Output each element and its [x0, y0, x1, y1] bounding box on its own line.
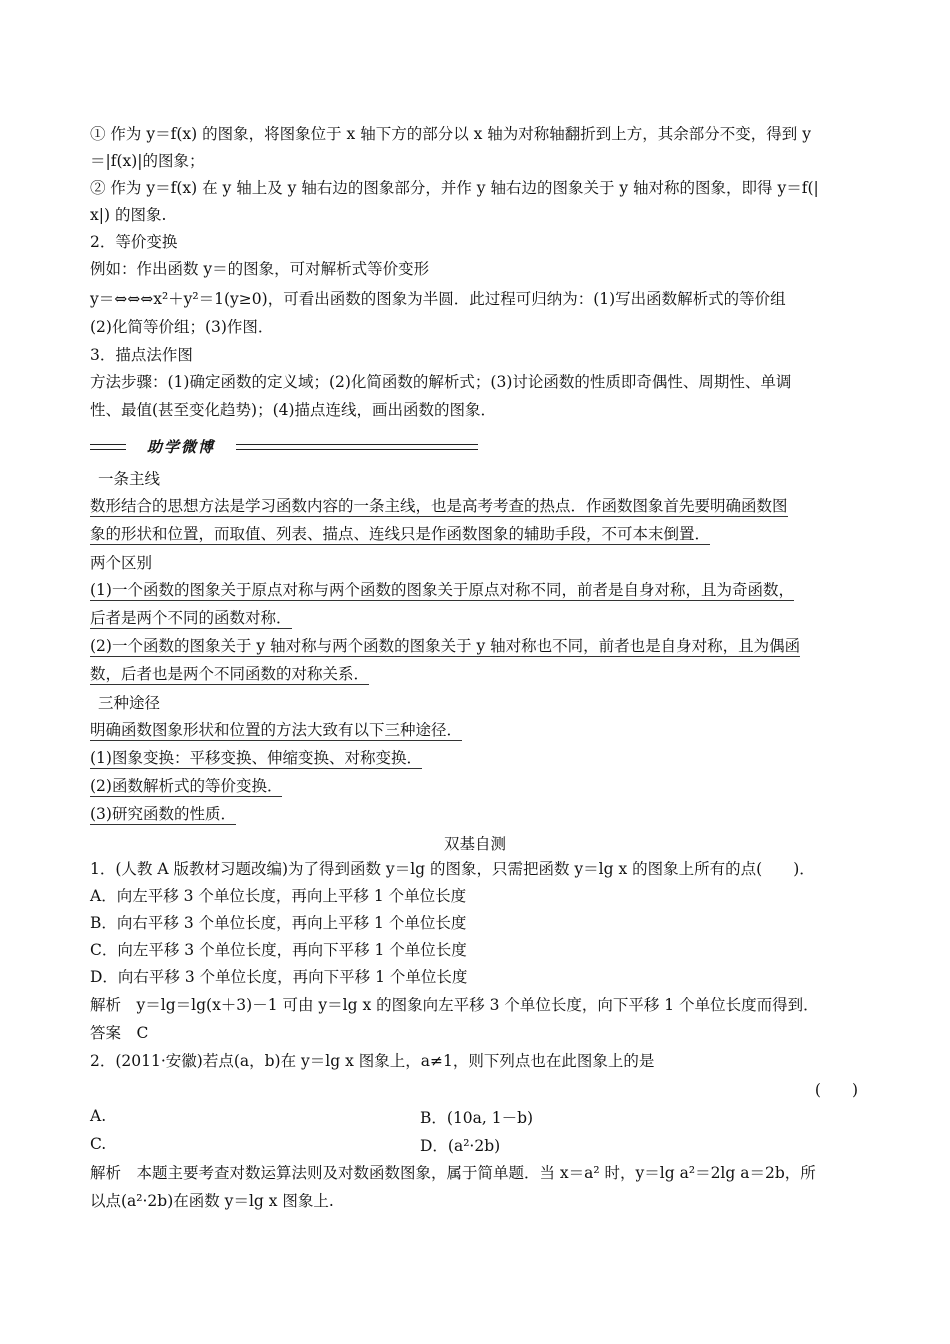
- underlined-text: (1)图象变换：平移变换、伸缩变换、对称变换．: [90, 749, 422, 767]
- section-heading: 2．等价变换: [90, 233, 178, 251]
- underlined-text: 后者是两个不同的函数对称．: [90, 609, 292, 627]
- text-line: 例如：作出函数 y＝的图象，可对解析式等价变形: [90, 260, 430, 278]
- answer-text: 答案 C: [90, 1024, 149, 1042]
- option-a: A．向左平移 3 个单位长度，再向上平移 1 个单位长度: [90, 887, 467, 905]
- answer-blank: ( ): [814, 1081, 858, 1099]
- solution-text: 解析 本题主要考查对数运算法则及对数函数图象，属于简单题．当 x＝a² 时，y＝lg a²＝2lg a＝2b，所: [90, 1164, 816, 1182]
- section-heading: 3．描点法作图: [90, 346, 193, 364]
- underlined-text: (3)研究函数的性质．: [90, 805, 236, 823]
- underlined-text: (2)一个函数的图象关于 y 轴对称与两个函数的图象关于 y 轴对称也不同，前者也是自身对称，且为偶函: [90, 637, 801, 655]
- weibo-heading: 三种途径: [98, 694, 161, 712]
- solution-text: 以点(a²·2b)在函数 y＝lg x 图象上.: [90, 1192, 334, 1210]
- text-line: ＝|f(x)|的图象；: [90, 152, 205, 170]
- banner-title: 助学微博: [126, 437, 236, 457]
- underlined-text: 象的形状和位置，而取值、列表、描点、连线只是作函数图象的辅助手段，不可本末倒置．: [90, 525, 711, 543]
- text-line: (2)化简等价组；(3)作图．: [90, 318, 274, 336]
- underlined-text: (2)函数解析式的等价变换．: [90, 777, 283, 795]
- option-b: B．向右平移 3 个单位长度，再向上平移 1 个单位长度: [90, 914, 467, 932]
- text-line: x|) 的图象.: [90, 206, 167, 224]
- weibo-heading: 一条主线: [98, 470, 161, 488]
- option-a: A.: [90, 1107, 107, 1125]
- text-line: 性、最值(甚至变化趋势)；(4)描点连线，画出函数的图象．: [90, 401, 497, 419]
- text-line: 方法步骤：(1)确定函数的定义域；(2)化简函数的解析式；(3)讨论函数的性质即奇偶性、周期性、单调: [90, 373, 792, 391]
- weibo-banner: [90, 436, 478, 458]
- underlined-text: 数形结合的思想方法是学习函数内容的一条主线，也是高考考查的热点．作函数图象首先要明确函数图: [90, 497, 788, 515]
- option-c: C.: [90, 1135, 107, 1153]
- option-d: D．向右平移 3 个单位长度，再向下平移 1 个单位长度: [90, 968, 468, 986]
- solution-text: 解析 y＝lg＝lg(x＋3)－1 可由 y＝lg x 的图象向左平移 3 个单位长度，向下平移 1 个单位长度而得到．: [90, 996, 819, 1014]
- text-line: ② 作为 y＝f(x) 在 y 轴上及 y 轴右边的图象部分，并作 y 轴右边的图象关于 y 轴对称的图象，即得 y＝f(|: [90, 179, 819, 197]
- question-stem: 1．(人教 A 版教材习题改编)为了得到函数 y＝lg 的图象，只需把函数 y＝lg x 的图象上所有的点( )．: [90, 860, 815, 878]
- text-line: y＝⇔⇔⇔x²＋y²＝1(y≥0)，可看出函数的图象为半圆．此过程可归纳为：(1)写出函数解析式的等价组: [90, 290, 786, 308]
- question-stem: 2．(2011·安徽)若点(a，b)在 y＝lg x 图象上，a≠1，则下列点也在此图象上的是: [90, 1052, 655, 1070]
- underlined-text: 明确函数图象形状和位置的方法大致有以下三种途径．: [90, 721, 463, 739]
- weibo-heading: 两个区别: [90, 554, 153, 572]
- text-line: ① 作为 y＝f(x) 的图象，将图象位于 x 轴下方的部分以 x 轴为对称轴翻折到上方，其余部分不变，得到 y: [90, 125, 811, 143]
- option-c: C．向左平移 3 个单位长度，再向下平移 1 个单位长度: [90, 941, 467, 959]
- section-title: 双基自测: [443, 835, 506, 853]
- option-d: D．(a²·2b): [420, 1137, 501, 1155]
- option-b: B．(10a, 1－b): [420, 1109, 534, 1127]
- underlined-text: (1)一个函数的图象关于原点对称与两个函数的图象关于原点对称不同，前者是自身对称，且为奇函数，: [90, 581, 794, 599]
- underlined-text: 数，后者也是两个不同函数的对称关系．: [90, 665, 370, 683]
